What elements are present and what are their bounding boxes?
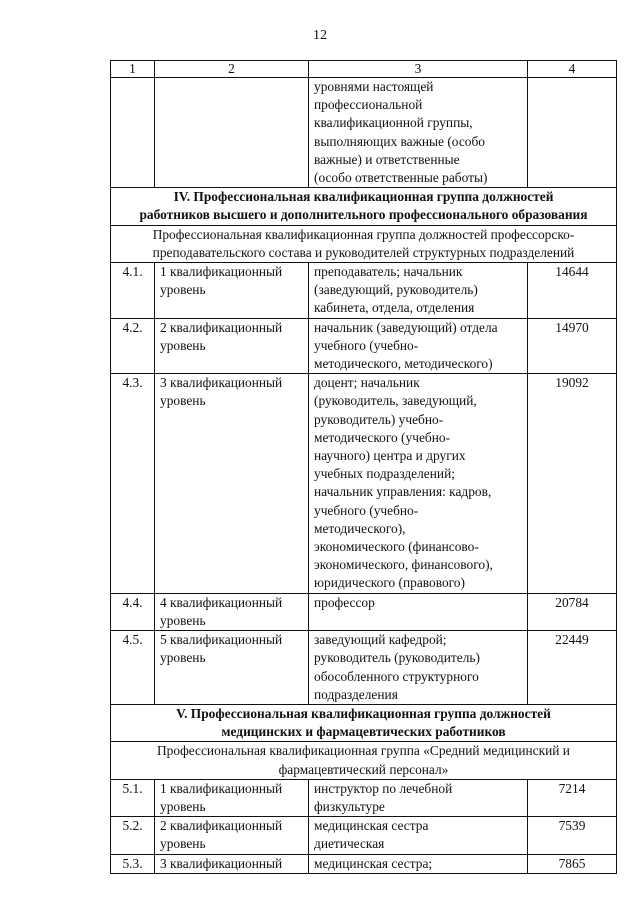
- text-line: (руководитель, заведующий,: [314, 393, 477, 409]
- text-line: кабинета, отдела, отделения: [314, 300, 475, 316]
- salary-value: 7539: [528, 817, 617, 854]
- text-line: учебного (учебно-: [314, 502, 419, 518]
- empty-cell: [528, 78, 617, 188]
- row-number: 4.1.: [111, 263, 155, 319]
- text-line: преподаватель; начальник: [314, 264, 463, 280]
- empty-cell: [111, 78, 155, 188]
- text-line: преподавательского состава и руководителей структурных подразделений: [152, 244, 575, 260]
- salary-value: 19092: [528, 374, 617, 593]
- text-line: Профессиональная квалификационная группа «Средний медицинский и: [157, 743, 570, 759]
- section-title: [111, 704, 617, 741]
- text-line: Профессиональная квалификационная группа должностей профессорско-: [152, 226, 575, 242]
- salary-value: 14970: [528, 318, 617, 374]
- text-line: учебного (учебно-: [314, 337, 419, 353]
- text-line: уровень: [160, 282, 206, 298]
- positions: [309, 263, 528, 319]
- table-row: [111, 593, 617, 630]
- salary-value: 22449: [528, 631, 617, 705]
- text-line: уровень: [160, 798, 206, 814]
- row-number: 5.2.: [111, 817, 155, 854]
- row-number: 4.4.: [111, 593, 155, 630]
- text-line: уровень: [160, 337, 206, 353]
- text-line: методического (учебно-: [314, 429, 451, 445]
- salary-table: [110, 60, 617, 874]
- text-line: 4 квалификационный: [160, 594, 283, 610]
- qualification-level: [155, 263, 309, 319]
- text-line: инструктор по лечебной: [314, 780, 453, 796]
- text-line: уровень: [160, 836, 206, 852]
- text-line: научного) центра и других: [314, 448, 466, 464]
- qualification-level: [155, 817, 309, 854]
- text-line: учебных подразделений;: [314, 466, 455, 482]
- text-line: (заведующий, руководитель): [314, 282, 478, 298]
- positions: [309, 318, 528, 374]
- empty-cell: [155, 78, 309, 188]
- text-line: медицинских и фармацевтических работников: [221, 724, 506, 740]
- text-line: фармацевтический персонал»: [278, 761, 449, 777]
- table-row: [111, 263, 617, 319]
- row-number: 4.2.: [111, 318, 155, 374]
- table-row: [111, 779, 617, 816]
- table-row: [111, 374, 617, 593]
- text-line: 2 квалификационный: [160, 319, 283, 335]
- table-row: [111, 854, 617, 873]
- text-line: профессиональной: [314, 97, 423, 113]
- text-line: диетическая: [314, 836, 385, 852]
- table-row: [111, 318, 617, 374]
- text-line: IV. Профессиональная квалификационная группа должностей: [173, 189, 554, 205]
- text-line: руководитель (руководитель): [314, 650, 480, 666]
- text-line: уровень: [160, 393, 206, 409]
- qualification-level: [155, 631, 309, 705]
- text-line: профессор: [314, 594, 375, 610]
- row-number: 4.5.: [111, 631, 155, 705]
- row-number: 5.3.: [111, 854, 155, 873]
- text-line: 3 квалификационный: [160, 375, 283, 391]
- page-number: 12: [313, 28, 327, 43]
- qualification-level: [155, 374, 309, 593]
- column-header-3: 3: [309, 61, 528, 78]
- text-line: 3 квалификационный: [160, 855, 283, 871]
- text-line: 5 квалификационный: [160, 632, 283, 648]
- positions: [309, 631, 528, 705]
- qualification-level: [155, 593, 309, 630]
- salary-value: 20784: [528, 593, 617, 630]
- text-line: заведующий кафедрой;: [314, 632, 447, 648]
- table-row: [111, 631, 617, 705]
- text-line: уровень: [160, 612, 206, 628]
- column-header-row: [111, 61, 617, 78]
- positions: [309, 779, 528, 816]
- text-line: начальник управления: кадров,: [314, 484, 492, 500]
- text-line: юридического (правового): [314, 575, 465, 591]
- text-line: уровень: [160, 650, 206, 666]
- section-title-row: [111, 188, 617, 225]
- text-line: (особо ответственные работы): [314, 170, 488, 186]
- text-line: важные) и ответственные: [314, 151, 460, 167]
- positions: [309, 817, 528, 854]
- text-line: доцент; начальник: [314, 375, 420, 391]
- text-line: работников высшего и дополнительного профессионального образования: [139, 207, 588, 223]
- salary-value: 7214: [528, 779, 617, 816]
- text-line: квалификационной группы,: [314, 115, 473, 131]
- column-header-2: 2: [155, 61, 309, 78]
- text-line: 1 квалификационный: [160, 264, 283, 280]
- section-title-row: [111, 704, 617, 741]
- subsection-title-row: [111, 225, 617, 262]
- section-title: [111, 188, 617, 225]
- continuation-row: [111, 78, 617, 188]
- text-line: медицинская сестра: [314, 818, 429, 834]
- text-line: выполняющих важные (особо: [314, 133, 485, 149]
- text-line: физкультуре: [314, 798, 385, 814]
- text-line: уровнями настоящей: [314, 79, 434, 94]
- text-line: руководитель) учебно-: [314, 411, 444, 427]
- positions: [309, 593, 528, 630]
- continuation-text: [309, 78, 528, 188]
- row-number: 5.1.: [111, 779, 155, 816]
- text-line: 1 квалификационный: [160, 780, 283, 796]
- text-line: 2 квалификационный: [160, 818, 283, 834]
- text-line: экономического (финансово-: [314, 539, 479, 555]
- text-line: методического),: [314, 520, 406, 536]
- salary-value: 7865: [528, 854, 617, 873]
- text-line: начальник (заведующий) отдела: [314, 319, 498, 335]
- column-header-1: 1: [111, 61, 155, 78]
- subsection-title: [111, 225, 617, 262]
- text-line: V. Профессиональная квалификационная группа должностей: [176, 705, 551, 721]
- row-number: 4.3.: [111, 374, 155, 593]
- positions: [309, 374, 528, 593]
- text-line: подразделения: [314, 686, 398, 702]
- qualification-level: [155, 779, 309, 816]
- salary-value: 14644: [528, 263, 617, 319]
- qualification-level: [155, 854, 309, 873]
- table-row: [111, 817, 617, 854]
- text-line: методического, методического): [314, 356, 493, 372]
- column-header-4: 4: [528, 61, 617, 78]
- subsection-title-row: [111, 742, 617, 779]
- text-line: медицинская сестра;: [314, 855, 433, 871]
- subsection-title: [111, 742, 617, 779]
- text-line: экономического, финансового),: [314, 557, 493, 573]
- positions: [309, 854, 528, 873]
- text-line: обособленного структурного: [314, 668, 479, 684]
- qualification-level: [155, 318, 309, 374]
